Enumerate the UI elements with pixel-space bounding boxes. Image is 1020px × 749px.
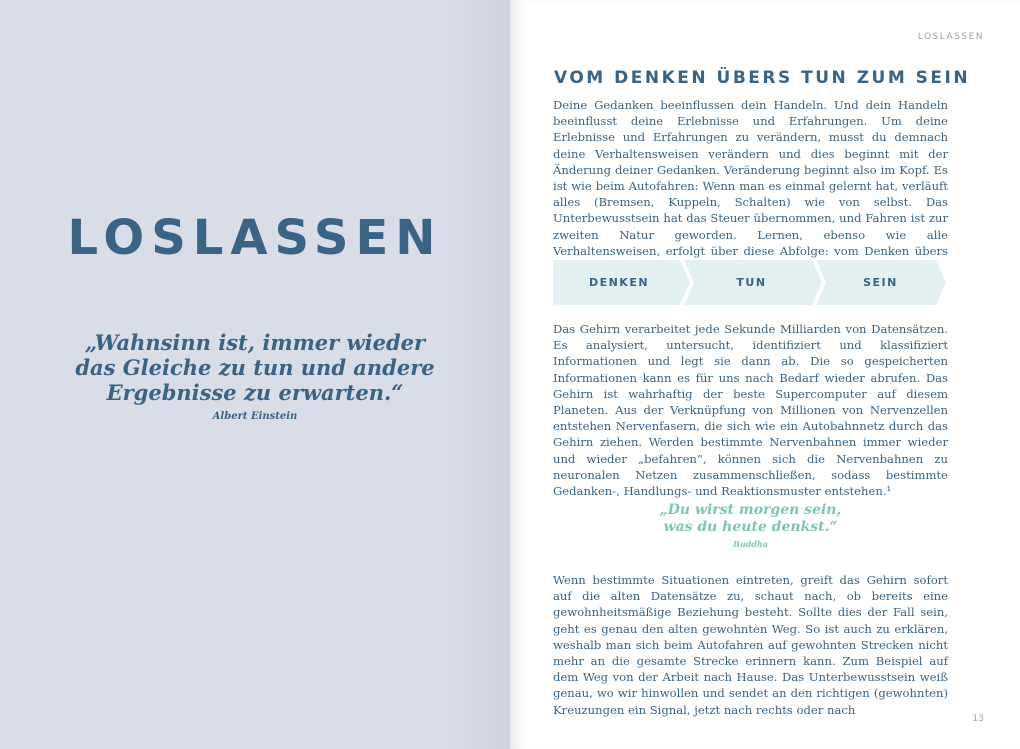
quote-author: Albert Einstein <box>212 411 298 422</box>
flow-step-denken: DENKEN <box>588 276 650 289</box>
quote-text: „Du wirst morgen sein, was du heute denkst.“ <box>659 502 842 535</box>
right-page <box>510 0 1020 749</box>
paragraph-3: Wenn bestimmte Situationen eintreten, greift das Gehirn sofort auf die alten Datensätze zu, schaut nach, ob bereits eine gewohnheitsmäßige Beziehung besteht. Sollte dies der Fall sein, geht es genau den alten gewohnten Weg. So ist auch zu erklären, weshalb man sich beim Autofahren auf gewohnten Strecken nicht mehr an die gesamte Strecke erinnern kann. Zum Beispiel auf dem Weg von der Arbeit nach Hause. Das Unterbewusstsein weiß genau, wo wir hinwollen und sendet an den richtigen (gewohnten) Kreuzungen ein Signal, jetzt nach rechts oder nach <box>553 573 948 717</box>
einstein-quote <box>60 330 450 422</box>
running-head: LOSLASSEN <box>917 32 984 42</box>
section-heading: VOM DENKEN ÜBERS TUN ZUM SEIN <box>554 68 971 88</box>
paragraph-2: Das Gehirn verarbeitet jede Sekunde Milliarden von Datensätzen. Es analysiert, untersucht, identifiziert und klassifiziert Informationen und legt sie dann ab. Die so gespeicherten Informationen kann es für uns nach Bedarf wieder abrufen. Das Gehirn ist wahrhaftig der beste Supercomputer auf diesem Planeten. Aus der Verknüpfung von Millionen von Nervenzellen entstehen Nervenfasern, die sich wie ein Autobahnnetz durch das Gehirn ziehen. Werden bestimmte Nervenbahnen immer wieder und wieder „befahren“, können sich die Nervenbahnen zu neuronalen Netzen zusammenschließen, sodass bestimmte Gedanken-, Handlungs- und Reaktionsmuster entstehen.¹ <box>553 322 948 499</box>
quote-author: Buddha <box>733 539 768 549</box>
flow-step-sein: SEIN <box>863 276 898 289</box>
process-flow-diagram <box>553 260 948 305</box>
paragraph-1: Deine Gedanken beeinflussen dein Handeln. Und dein Handeln beeinflusst deine Erlebnisse und Erfahrungen. Um deine Erlebnisse und Erfahrungen zu verändern, musst du demnach deine Verhaltensweisen verändern und dies beginnt mit der Änderung deiner Gedanken. Veränderung beginnt also im Kopf. Es ist wie beim Autofahren: Wenn man es einmal gelernt hat, verläuft alles (Bremsen, Kuppeln, Schalten) wie von selbst. Das Unterbewusstsein hat das Steuer übernommen, und Fahren ist zur zweiten Natur geworden. Lernen, ebenso wie alle Verhaltensweisen, erfolgt über diese Abfolge: vom Denken übers <box>553 98 948 258</box>
flow-step-tun: TUN <box>736 276 767 289</box>
buddha-quote <box>553 502 948 549</box>
page-number: 13 <box>972 714 984 724</box>
chapter-title: LOSLASSEN <box>67 210 443 266</box>
quote-text: „Wahnsinn ist, immer wieder das Gleiche zu tun und andere Ergebnisse zu erwarten.“ <box>75 330 435 405</box>
